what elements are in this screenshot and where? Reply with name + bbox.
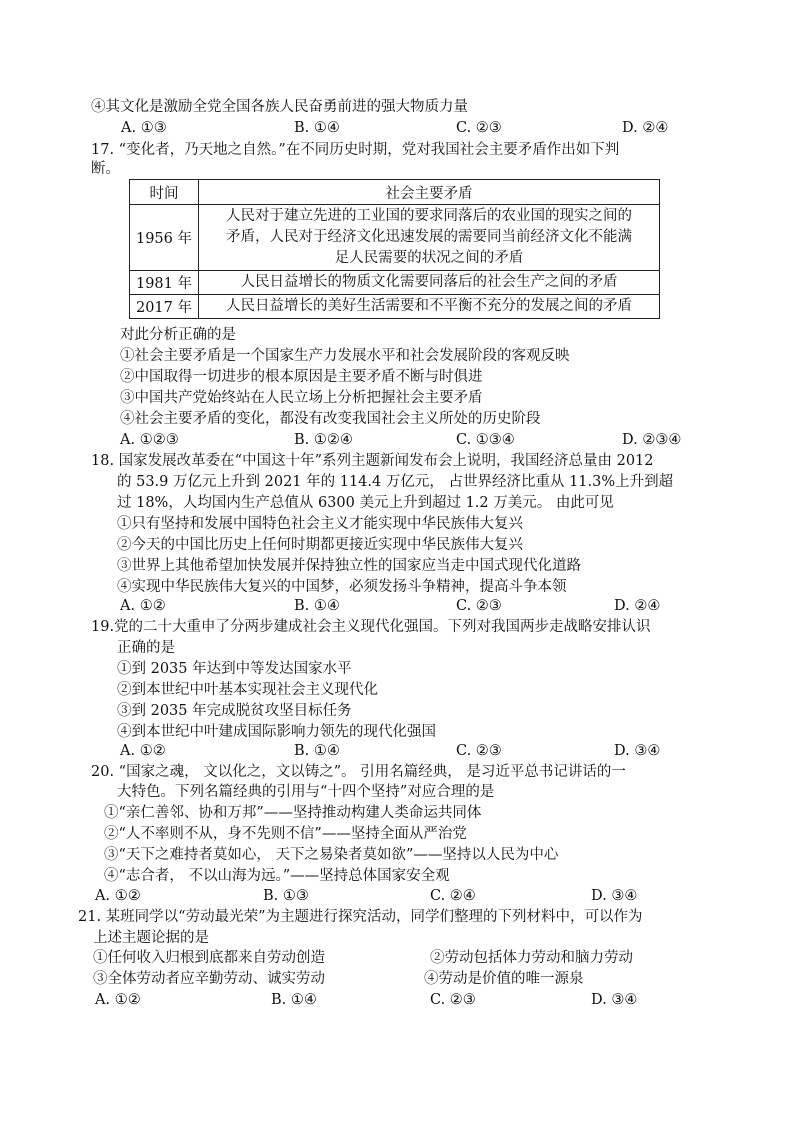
- q18-stem-line-3: 过 18%，人均国内生产总值从 6300 美元上升到超过 1.2 万美元。 由此可见: [117, 495, 614, 511]
- q21-option-b: B. ①④: [271, 992, 317, 1008]
- cell-line: 人民日益增长的物质文化需要同落后的社会生产之间的矛盾: [240, 274, 618, 290]
- q19-stem-line-2: 正确的是: [117, 640, 175, 656]
- cell-line: 矛盾，人民对于经济文化迅速发展的需要同当前经济文化不能满: [226, 229, 632, 245]
- q17-option-a: A. ①②③: [120, 432, 179, 448]
- q19-options: [0, 741, 793, 761]
- q17-option-d: D. ②③④: [622, 432, 682, 448]
- q17-option-c: C. ①③④: [456, 432, 515, 448]
- q20-stem-line-2: 大特色。下列名篇经典的引用与“十四个坚持”对应合理的是: [117, 784, 495, 800]
- q18-item-1: ①只有坚持和发展中国特色社会主义才能实现中华民族伟大复兴: [117, 516, 523, 532]
- q17-stem-line-2: 断。: [91, 161, 120, 177]
- q21-option-d: D. ③④: [591, 992, 638, 1008]
- q21-item-1: ①任何收入归根到底都来自劳动创造: [93, 950, 325, 966]
- q18-item-4: ④实现中华民族伟大复兴的中国梦，必须发扬斗争精神，提高斗争本领: [117, 579, 567, 595]
- q21-item-4: ④劳动是价值的唯一源泉: [424, 971, 584, 987]
- q17-item-1: ①社会主要矛盾是一个国家生产力发展水平和社会发展阶段的客观反映: [120, 348, 570, 364]
- q18-stem-line-1: 18. 国家发展改革委在“中国这十年”系列主题新闻发布会上说明，我国经济总量由 2012: [91, 453, 654, 469]
- table-cell-year: 1981 年: [130, 271, 199, 295]
- q21-options: [0, 990, 793, 1010]
- table-cell-contradiction: [199, 271, 660, 295]
- q21-stem-line-1: 21. 某班同学以“劳动最光荣”为主题进行探究活动，同学们整理的下列材料中，可以作为: [78, 909, 643, 925]
- q16-option-a: A. ①③: [121, 120, 167, 136]
- q20-option-c: C. ②④: [430, 888, 476, 904]
- q20-item-1: ①“亲仁善邻、协和万邦”——坚持推动构建人类命运共同体: [104, 805, 482, 821]
- cell-line: 人民对于建立先进的工业国的要求同落后的农业国的现实之间的: [226, 208, 632, 224]
- q17-contradiction-table: [129, 179, 660, 319]
- q17-stem-line-1: 17. “变化者，乃天地之自然。”在不同历史时期，党对我国社会主要矛盾作出如下判: [91, 142, 620, 158]
- q21-item-2: ②劳动包括体力劳动和脑力劳动: [430, 950, 633, 966]
- q17-item-3: ③中国共产党始终站在人民立场上分析把握社会主要矛盾: [120, 390, 483, 406]
- table-cell-contradiction: [199, 295, 660, 319]
- table-row: [130, 271, 660, 295]
- q18-option-b: B. ①④: [294, 598, 340, 614]
- table-header-contradiction: 社会主要矛盾: [199, 180, 660, 205]
- q21-stem-line-2: 上述主题论据的是: [93, 930, 209, 946]
- table-header-time: 时间: [130, 180, 199, 205]
- q17-item-2: ②中国取得一切进步的根本原因是主要矛盾不断与时俱进: [120, 369, 483, 385]
- q18-stem-line-2: 的 53.9 万亿元上升到 2021 年的 114.4 万亿元， 占世界经济比重从 11.3%上升到超: [117, 474, 674, 490]
- q19-item-4: ④到本世纪中叶建成国际影响力领先的现代化强国: [117, 724, 436, 740]
- q16-option-b: B. ①④: [294, 120, 340, 136]
- q21-option-c: C. ②③: [430, 992, 476, 1008]
- q19-option-b: B. ①④: [294, 743, 340, 759]
- q19-option-d: D. ③④: [614, 743, 661, 759]
- table-row: [130, 295, 660, 319]
- q21-option-a: A. ①②: [95, 992, 141, 1008]
- q20-item-2: ②“人不率则不从，身不先则不信”——坚持全面从严治党: [104, 826, 467, 842]
- q20-option-d: D. ③④: [591, 888, 638, 904]
- q20-options: [0, 886, 793, 906]
- q18-option-a: A. ①②: [120, 598, 166, 614]
- q19-option-c: C. ②③: [456, 743, 502, 759]
- q16-options: [0, 118, 793, 138]
- cell-line: 足人民需要的状况之间的矛盾: [334, 250, 524, 266]
- q17-option-b: B. ①②④: [294, 432, 353, 448]
- q20-option-a: A. ①②: [95, 888, 141, 904]
- q20-item-3: ③“天下之难持者莫如心， 天下之易染者莫如欲”——坚持以人民为中心: [104, 847, 559, 863]
- q19-item-3: ③到 2035 年完成脱贫攻坚目标任务: [117, 703, 352, 719]
- table-cell-year: 2017 年: [130, 295, 199, 319]
- q16-item-4: ④其文化是激励全党全国各族人民奋勇前进的强大物质力量: [91, 99, 468, 115]
- q17-item-4: ④社会主要矛盾的变化，都没有改变我国社会主义所处的历史阶段: [120, 411, 541, 427]
- q19-item-2: ②到本世纪中叶基本实现社会主义现代化: [117, 682, 378, 698]
- q17-prompt: 对此分析正确的是: [120, 327, 236, 343]
- q18-option-c: C. ②③: [456, 598, 502, 614]
- q20-stem-line-1: 20. “国家之魂， 文以化之，文以铸之”。 引用名篇经典， 是习近平总书记讲话的一: [91, 764, 626, 780]
- q18-item-2: ②今天的中国比历史上任何时期都更接近实现中华民族伟大复兴: [117, 537, 523, 553]
- q19-option-a: A. ①②: [120, 743, 166, 759]
- cell-line: 人民日益增长的美好生活需要和不平衡不充分的发展之间的矛盾: [226, 298, 632, 314]
- q21-item-3: ③全体劳动者应辛勤劳动、诚实劳动: [93, 971, 325, 987]
- q19-item-1: ①到 2035 年达到中等发达国家水平: [117, 661, 352, 677]
- table-cell-year: 1956 年: [130, 205, 199, 271]
- q17-options: [0, 430, 793, 450]
- table-row: [130, 205, 660, 271]
- q16-option-c: C. ②③: [456, 120, 502, 136]
- q18-options: [0, 596, 793, 616]
- q18-item-3: ③世界上其他希望加快发展并保持独立性的国家应当走中国式现代化道路: [117, 558, 581, 574]
- q20-option-b: B. ①③: [263, 888, 309, 904]
- q19-stem-line-1: 19.党的二十大重申了分两步建成社会主义现代化强国。下列对我国两步走战略安排认识: [91, 619, 651, 635]
- q18-option-d: D. ②④: [614, 598, 661, 614]
- q20-item-4: ④“志合者， 不以山海为远。”——坚持总体国家安全观: [104, 868, 450, 884]
- q16-option-d: D. ②④: [622, 120, 669, 136]
- table-cell-contradiction: [199, 205, 660, 271]
- table-header-row: [130, 180, 660, 205]
